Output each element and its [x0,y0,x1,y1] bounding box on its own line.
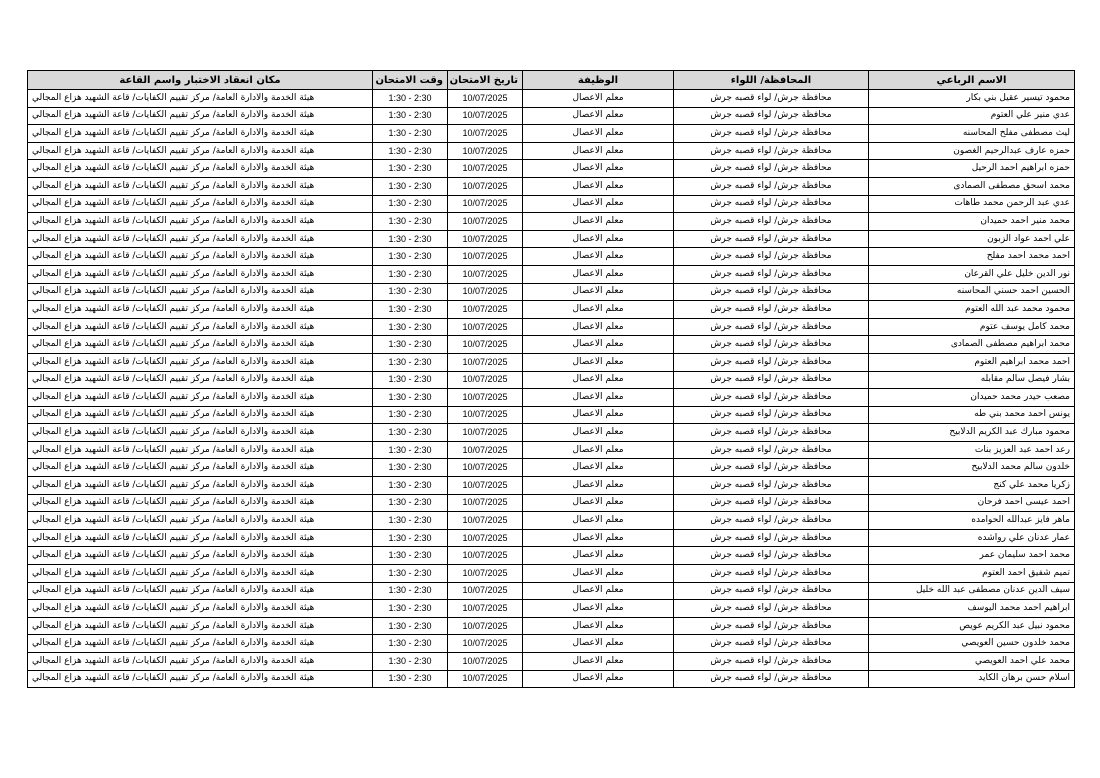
cell-date: 10/07/2025 [448,177,523,195]
cell-time: 1:30 - 2:30 [373,635,448,653]
cell-job: معلم الاعصال [523,635,674,653]
cell-job: معلم الاعصال [523,547,674,565]
cell-venue: هيئة الخدمة والادارة العامة/ مركز تقييم الكفايات/ قاعة الشهيد هزاع المجالي [28,406,373,424]
cell-job: معلم الاعصال [523,494,674,512]
cell-venue: هيئة الخدمة والادارة العامة/ مركز تقييم الكفايات/ قاعة الشهيد هزاع المجالي [28,301,373,319]
table-row [28,125,1075,143]
table-row [28,160,1075,178]
table-row [28,547,1075,565]
cell-governorate: محافظة جرش/ لواء قصبه جرش [674,565,869,583]
cell-time: 1:30 - 2:30 [373,230,448,248]
table-row [28,512,1075,530]
cell-venue: هيئة الخدمة والادارة العامة/ مركز تقييم الكفايات/ قاعة الشهيد هزاع المجالي [28,248,373,266]
cell-venue: هيئة الخدمة والادارة العامة/ مركز تقييم الكفايات/ قاعة الشهيد هزاع المجالي [28,160,373,178]
cell-time: 1:30 - 2:30 [373,494,448,512]
cell-venue: هيئة الخدمة والادارة العامة/ مركز تقييم الكفايات/ قاعة الشهيد هزاع المجالي [28,230,373,248]
table-row [28,441,1075,459]
table-row [28,600,1075,618]
cell-date: 10/07/2025 [448,565,523,583]
cell-time: 1:30 - 2:30 [373,283,448,301]
cell-venue: هيئة الخدمة والادارة العامة/ مركز تقييم الكفايات/ قاعة الشهيد هزاع المجالي [28,529,373,547]
table-row [28,494,1075,512]
cell-venue: هيئة الخدمة والادارة العامة/ مركز تقييم الكفايات/ قاعة الشهيد هزاع المجالي [28,371,373,389]
cell-date: 10/07/2025 [448,142,523,160]
cell-venue: هيئة الخدمة والادارة العامة/ مركز تقييم الكفايات/ قاعة الشهيد هزاع المجالي [28,512,373,530]
table-row [28,477,1075,495]
table-row [28,565,1075,583]
cell-job: معلم الاعصال [523,459,674,477]
cell-date: 10/07/2025 [448,353,523,371]
cell-name: الحسين احمد حسني المحاسنه [869,283,1075,301]
cell-date: 10/07/2025 [448,670,523,688]
cell-time: 1:30 - 2:30 [373,301,448,319]
cell-job: معلم الاعصال [523,195,674,213]
cell-time: 1:30 - 2:30 [373,213,448,231]
cell-date: 10/07/2025 [448,160,523,178]
cell-name: محمود نبيل عبد الكريم عويص [869,617,1075,635]
cell-venue: هيئة الخدمة والادارة العامة/ مركز تقييم الكفايات/ قاعة الشهيد هزاع المجالي [28,265,373,283]
table-row [28,389,1075,407]
cell-name: محمد ابراهيم مصطفى الصمادى [869,336,1075,354]
table-row [28,90,1075,108]
cell-job: معلم الاعصال [523,617,674,635]
cell-time: 1:30 - 2:30 [373,512,448,530]
cell-time: 1:30 - 2:30 [373,248,448,266]
cell-time: 1:30 - 2:30 [373,177,448,195]
cell-venue: هيئة الخدمة والادارة العامة/ مركز تقييم الكفايات/ قاعة الشهيد هزاع المجالي [28,582,373,600]
cell-venue: هيئة الخدمة والادارة العامة/ مركز تقييم الكفايات/ قاعة الشهيد هزاع المجالي [28,494,373,512]
table-row [28,670,1075,688]
cell-venue: هيئة الخدمة والادارة العامة/ مركز تقييم الكفايات/ قاعة الشهيد هزاع المجالي [28,459,373,477]
cell-name: احمد محمد احمد مفلح [869,248,1075,266]
cell-date: 10/07/2025 [448,213,523,231]
cell-job: معلم الاعصال [523,318,674,336]
cell-venue: هيئة الخدمة والادارة العامة/ مركز تقييم الكفايات/ قاعة الشهيد هزاع المجالي [28,600,373,618]
cell-date: 10/07/2025 [448,265,523,283]
cell-name: حمزه عارف عبدالرحيم الغصون [869,142,1075,160]
cell-governorate: محافظة جرش/ لواء قصبه جرش [674,494,869,512]
table-row [28,529,1075,547]
cell-venue: هيئة الخدمة والادارة العامة/ مركز تقييم الكفايات/ قاعة الشهيد هزاع المجالي [28,195,373,213]
cell-time: 1:30 - 2:30 [373,318,448,336]
cell-time: 1:30 - 2:30 [373,653,448,671]
cell-venue: هيئة الخدمة والادارة العامة/ مركز تقييم الكفايات/ قاعة الشهيد هزاع المجالي [28,635,373,653]
cell-job: معلم الاعصال [523,406,674,424]
cell-date: 10/07/2025 [448,653,523,671]
cell-governorate: محافظة جرش/ لواء قصبه جرش [674,477,869,495]
cell-job: معلم الاعصال [523,353,674,371]
cell-date: 10/07/2025 [448,248,523,266]
cell-job: معلم الاعصال [523,600,674,618]
cell-venue: هيئة الخدمة والادارة العامة/ مركز تقييم الكفايات/ قاعة الشهيد هزاع المجالي [28,424,373,442]
cell-name: ليث مصطفى مفلح المحاسنه [869,125,1075,143]
table-row [28,177,1075,195]
cell-name: محمود محمد عبد الله العتوم [869,301,1075,319]
cell-time: 1:30 - 2:30 [373,195,448,213]
cell-governorate: محافظة جرش/ لواء قصبه جرش [674,90,869,108]
cell-job: معلم الاعصال [523,582,674,600]
table-row [28,230,1075,248]
cell-governorate: محافظة جرش/ لواء قصبه جرش [674,441,869,459]
table-row [28,353,1075,371]
table-row [28,406,1075,424]
cell-governorate: محافظة جرش/ لواء قصبه جرش [674,336,869,354]
cell-name: زكريا محمد علي كنج [869,477,1075,495]
cell-job: معلم الاعصال [523,90,674,108]
table-row [28,265,1075,283]
header-governorate: المحافظة/ اللواء [674,71,869,90]
cell-time: 1:30 - 2:30 [373,406,448,424]
cell-time: 1:30 - 2:30 [373,160,448,178]
cell-job: معلم الاعصال [523,512,674,530]
table-row [28,371,1075,389]
cell-name: محمد خلدون حسين العويصي [869,635,1075,653]
cell-date: 10/07/2025 [448,301,523,319]
table-row [28,213,1075,231]
cell-job: معلم الاعصال [523,670,674,688]
cell-venue: هيئة الخدمة والادارة العامة/ مركز تقييم الكفايات/ قاعة الشهيد هزاع المجالي [28,653,373,671]
cell-date: 10/07/2025 [448,318,523,336]
cell-governorate: محافظة جرش/ لواء قصبه جرش [674,371,869,389]
cell-venue: هيئة الخدمة والادارة العامة/ مركز تقييم الكفايات/ قاعة الشهيد هزاع المجالي [28,142,373,160]
cell-venue: هيئة الخدمة والادارة العامة/ مركز تقييم الكفايات/ قاعة الشهيد هزاع المجالي [28,177,373,195]
cell-governorate: محافظة جرش/ لواء قصبه جرش [674,107,869,125]
cell-governorate: محافظة جرش/ لواء قصبه جرش [674,125,869,143]
cell-job: معلم الاعصال [523,336,674,354]
cell-governorate: محافظة جرش/ لواء قصبه جرش [674,160,869,178]
table-row [28,301,1075,319]
cell-job: معلم الاعصال [523,653,674,671]
cell-name: عمار عدنان علي رواشده [869,529,1075,547]
cell-governorate: محافظة جرش/ لواء قصبه جرش [674,670,869,688]
cell-governorate: محافظة جرش/ لواء قصبه جرش [674,283,869,301]
cell-venue: هيئة الخدمة والادارة العامة/ مركز تقييم الكفايات/ قاعة الشهيد هزاع المجالي [28,670,373,688]
cell-name: رعد احمد عبد العزيز بنات [869,441,1075,459]
cell-name: ابراهيم احمد محمد اليوسف [869,600,1075,618]
cell-governorate: محافظة جرش/ لواء قصبه جرش [674,653,869,671]
cell-time: 1:30 - 2:30 [373,459,448,477]
cell-time: 1:30 - 2:30 [373,670,448,688]
header-time: وقت الامتحان [373,71,448,90]
cell-venue: هيئة الخدمة والادارة العامة/ مركز تقييم الكفايات/ قاعة الشهيد هزاع المجالي [28,107,373,125]
cell-time: 1:30 - 2:30 [373,107,448,125]
cell-time: 1:30 - 2:30 [373,582,448,600]
cell-job: معلم الاعصال [523,177,674,195]
cell-governorate: محافظة جرش/ لواء قصبه جرش [674,353,869,371]
table-row [28,318,1075,336]
cell-job: معلم الاعصال [523,265,674,283]
table-row [28,195,1075,213]
cell-date: 10/07/2025 [448,406,523,424]
cell-venue: هيئة الخدمة والادارة العامة/ مركز تقييم الكفايات/ قاعة الشهيد هزاع المجالي [28,477,373,495]
table-header-row [28,71,1075,90]
cell-governorate: محافظة جرش/ لواء قصبه جرش [674,406,869,424]
cell-time: 1:30 - 2:30 [373,547,448,565]
cell-date: 10/07/2025 [448,617,523,635]
table-row [28,142,1075,160]
cell-name: عدي منير علي العتوم [869,107,1075,125]
cell-governorate: محافظة جرش/ لواء قصبه جرش [674,389,869,407]
cell-governorate: محافظة جرش/ لواء قصبه جرش [674,512,869,530]
header-venue: مكان انعقاد الاختبار واسم القاعة [28,71,373,90]
table-body [28,90,1075,688]
cell-governorate: محافظة جرش/ لواء قصبه جرش [674,213,869,231]
cell-time: 1:30 - 2:30 [373,371,448,389]
cell-date: 10/07/2025 [448,195,523,213]
cell-date: 10/07/2025 [448,635,523,653]
cell-name: محمد اسحق مصطفى الصمادى [869,177,1075,195]
cell-governorate: محافظة جرش/ لواء قصبه جرش [674,582,869,600]
cell-venue: هيئة الخدمة والادارة العامة/ مركز تقييم الكفايات/ قاعة الشهيد هزاع المجالي [28,283,373,301]
cell-time: 1:30 - 2:30 [373,441,448,459]
cell-job: معلم الاعصال [523,301,674,319]
cell-time: 1:30 - 2:30 [373,90,448,108]
table-row [28,617,1075,635]
cell-time: 1:30 - 2:30 [373,565,448,583]
cell-date: 10/07/2025 [448,529,523,547]
cell-time: 1:30 - 2:30 [373,353,448,371]
exam-schedule-sheet [27,70,1074,688]
cell-job: معلم الاعصال [523,424,674,442]
cell-name: محمد احمد سليمان عمر [869,547,1075,565]
cell-governorate: محافظة جرش/ لواء قصبه جرش [674,301,869,319]
cell-date: 10/07/2025 [448,371,523,389]
cell-governorate: محافظة جرش/ لواء قصبه جرش [674,142,869,160]
cell-name: تميم شفيق احمد العتوم [869,565,1075,583]
cell-job: معلم الاعصال [523,142,674,160]
cell-date: 10/07/2025 [448,441,523,459]
cell-name: خلدون سالم محمد الدلابيح [869,459,1075,477]
table-row [28,653,1075,671]
cell-name: يونس احمد محمد بني طه [869,406,1075,424]
cell-time: 1:30 - 2:30 [373,125,448,143]
cell-job: معلم الاعصال [523,477,674,495]
cell-governorate: محافظة جرش/ لواء قصبه جرش [674,424,869,442]
cell-name: مصعب حيدر محمد حميدان [869,389,1075,407]
cell-name: علي احمد عواد الزبون [869,230,1075,248]
cell-job: معلم الاعصال [523,389,674,407]
cell-name: بشار فيصل سالم مقابله [869,371,1075,389]
cell-name: اسلام حسن برهان الكايد [869,670,1075,688]
cell-governorate: محافظة جرش/ لواء قصبه جرش [674,617,869,635]
cell-time: 1:30 - 2:30 [373,477,448,495]
table-row [28,283,1075,301]
cell-venue: هيئة الخدمة والادارة العامة/ مركز تقييم الكفايات/ قاعة الشهيد هزاع المجالي [28,441,373,459]
cell-venue: هيئة الخدمة والادارة العامة/ مركز تقييم الكفايات/ قاعة الشهيد هزاع المجالي [28,565,373,583]
cell-venue: هيئة الخدمة والادارة العامة/ مركز تقييم الكفايات/ قاعة الشهيد هزاع المجالي [28,617,373,635]
cell-name: عدي عبد الرحمن محمد طاهات [869,195,1075,213]
exam-roster-table [27,70,1075,688]
cell-date: 10/07/2025 [448,477,523,495]
table-row [28,635,1075,653]
cell-governorate: محافظة جرش/ لواء قصبه جرش [674,635,869,653]
table-row [28,582,1075,600]
cell-name: ماهر فايز عبدالله الحوامده [869,512,1075,530]
cell-time: 1:30 - 2:30 [373,617,448,635]
cell-job: معلم الاعصال [523,125,674,143]
cell-name: حمزه ابراهيم احمد الرحيل [869,160,1075,178]
cell-governorate: محافظة جرش/ لواء قصبه جرش [674,195,869,213]
table-row [28,107,1075,125]
cell-date: 10/07/2025 [448,547,523,565]
cell-job: معلم الاعصال [523,565,674,583]
cell-time: 1:30 - 2:30 [373,142,448,160]
cell-job: معلم الاعصال [523,371,674,389]
header-name: الاسم الرباعي [869,71,1075,90]
cell-date: 10/07/2025 [448,107,523,125]
cell-date: 10/07/2025 [448,336,523,354]
cell-date: 10/07/2025 [448,459,523,477]
cell-date: 10/07/2025 [448,230,523,248]
cell-name: سيف الدين عدنان مصطفى عبد الله خليل [869,582,1075,600]
cell-job: معلم الاعصال [523,213,674,231]
cell-job: معلم الاعصال [523,283,674,301]
cell-venue: هيئة الخدمة والادارة العامة/ مركز تقييم الكفايات/ قاعة الشهيد هزاع المجالي [28,318,373,336]
cell-governorate: محافظة جرش/ لواء قصبه جرش [674,529,869,547]
cell-job: معلم الاعصال [523,230,674,248]
cell-venue: هيئة الخدمة والادارة العامة/ مركز تقييم الكفايات/ قاعة الشهيد هزاع المجالي [28,125,373,143]
cell-time: 1:30 - 2:30 [373,600,448,618]
cell-date: 10/07/2025 [448,512,523,530]
cell-name: احمد عيسى احمد فرحان [869,494,1075,512]
cell-governorate: محافظة جرش/ لواء قصبه جرش [674,547,869,565]
cell-time: 1:30 - 2:30 [373,336,448,354]
cell-governorate: محافظة جرش/ لواء قصبه جرش [674,318,869,336]
cell-date: 10/07/2025 [448,90,523,108]
cell-governorate: محافظة جرش/ لواء قصبه جرش [674,265,869,283]
cell-governorate: محافظة جرش/ لواء قصبه جرش [674,459,869,477]
header-date: تاريخ الامتحان [448,71,523,90]
cell-date: 10/07/2025 [448,582,523,600]
cell-date: 10/07/2025 [448,283,523,301]
cell-date: 10/07/2025 [448,494,523,512]
header-job: الوظيفة [523,71,674,90]
cell-job: معلم الاعصال [523,248,674,266]
cell-name: محمود تيسير عقيل بني بكار [869,90,1075,108]
cell-name: محمود مبارك عبد الكريم الدلابيح [869,424,1075,442]
table-row [28,248,1075,266]
cell-venue: هيئة الخدمة والادارة العامة/ مركز تقييم الكفايات/ قاعة الشهيد هزاع المجالي [28,90,373,108]
cell-venue: هيئة الخدمة والادارة العامة/ مركز تقييم الكفايات/ قاعة الشهيد هزاع المجالي [28,547,373,565]
cell-job: معلم الاعصال [523,441,674,459]
cell-time: 1:30 - 2:30 [373,389,448,407]
cell-date: 10/07/2025 [448,125,523,143]
cell-time: 1:30 - 2:30 [373,529,448,547]
cell-venue: هيئة الخدمة والادارة العامة/ مركز تقييم الكفايات/ قاعة الشهيد هزاع المجالي [28,353,373,371]
table-row [28,336,1075,354]
cell-venue: هيئة الخدمة والادارة العامة/ مركز تقييم الكفايات/ قاعة الشهيد هزاع المجالي [28,389,373,407]
cell-date: 10/07/2025 [448,389,523,407]
cell-governorate: محافظة جرش/ لواء قصبه جرش [674,177,869,195]
cell-governorate: محافظة جرش/ لواء قصبه جرش [674,248,869,266]
cell-name: احمد محمد ابراهيم العتوم [869,353,1075,371]
cell-name: محمد منير احمد حميدان [869,213,1075,231]
cell-governorate: محافظة جرش/ لواء قصبه جرش [674,230,869,248]
table-row [28,459,1075,477]
cell-job: معلم الاعصال [523,529,674,547]
cell-name: نور الدين خليل علي القرعان [869,265,1075,283]
cell-venue: هيئة الخدمة والادارة العامة/ مركز تقييم الكفايات/ قاعة الشهيد هزاع المجالي [28,213,373,231]
cell-date: 10/07/2025 [448,424,523,442]
cell-job: معلم الاعصال [523,160,674,178]
cell-venue: هيئة الخدمة والادارة العامة/ مركز تقييم الكفايات/ قاعة الشهيد هزاع المجالي [28,336,373,354]
table-row [28,424,1075,442]
cell-time: 1:30 - 2:30 [373,424,448,442]
cell-date: 10/07/2025 [448,600,523,618]
cell-time: 1:30 - 2:30 [373,265,448,283]
cell-name: محمد علي احمد العويصي [869,653,1075,671]
cell-name: محمد كامل يوسف عتوم [869,318,1075,336]
cell-job: معلم الاعصال [523,107,674,125]
cell-governorate: محافظة جرش/ لواء قصبه جرش [674,600,869,618]
